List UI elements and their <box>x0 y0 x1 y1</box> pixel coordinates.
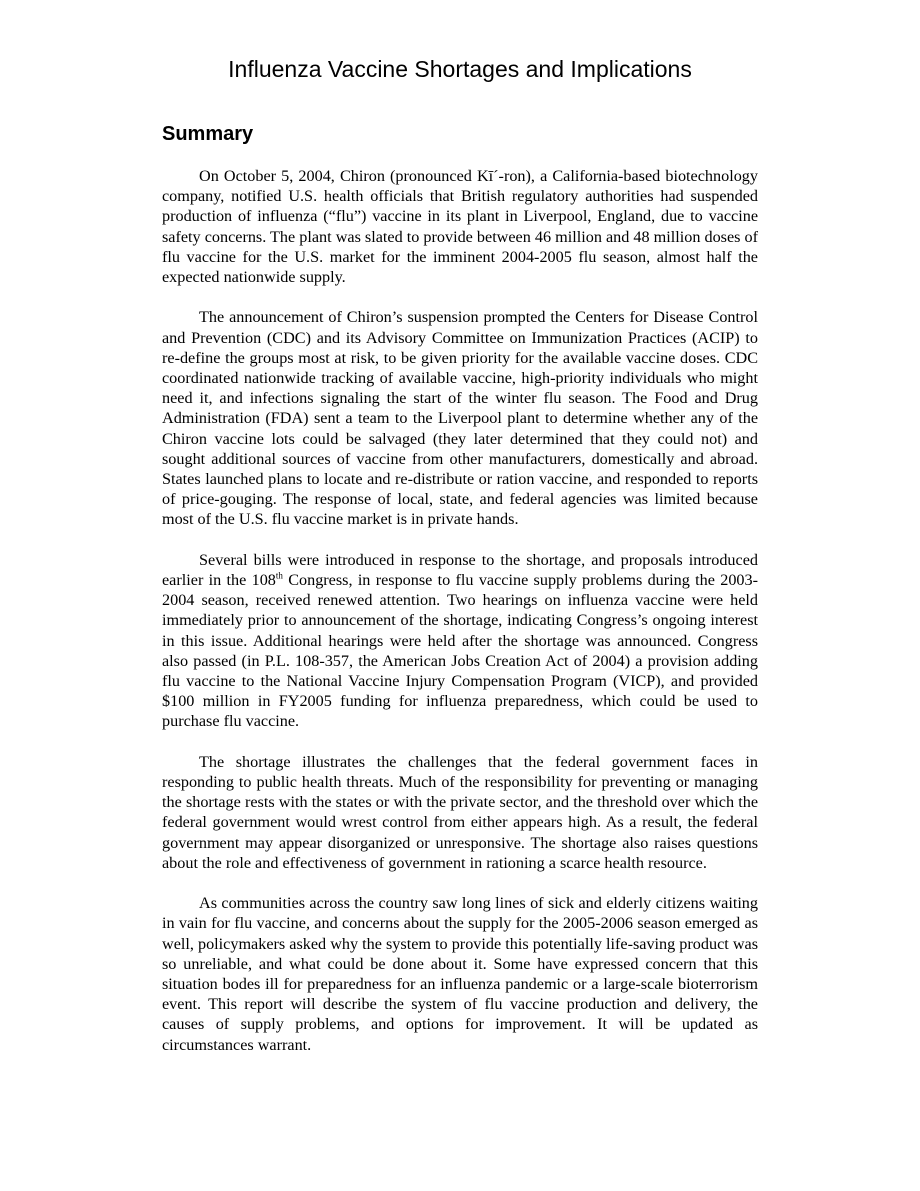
section-heading-summary: Summary <box>162 123 254 145</box>
ordinal-suffix: th <box>275 570 283 581</box>
paragraph-4: The shortage illustrates the challenges that the federal government faces in responding to public health threats. Much of the responsibility for preventing or managing the shortage rests with the states or with the private sector, and the threshold over which the federal government would wrest control from either appears high. As a result, the federal government may appear disorganized or unresponsive. The shortage also raises questions about the role and effectiveness of government in rationing a scarce health resource. <box>162 752 758 872</box>
document-title: Influenza Vaccine Shortages and Implications <box>228 56 692 82</box>
paragraph-2: The announcement of Chiron’s suspension prompted the Centers for Disease Control and Prevention (CDC) and its Advisory Committee on Immunization Practices (ACIP) to re-define the groups most at risk, to be given priority for the available vaccine doses. CDC coordinated nationwide tracking of available vaccine, high-priority individuals who might need it, and infections signaling the start of the winter flu season. The Food and Drug Administration (FDA) sent a team to the Liverpool plant to determine whether any of the Chiron vaccine lots could be salvaged (they later determined that they could not) and sought additional sources of vaccine from other manufacturers, domestically and abroad. States launched plans to locate and re-distribute or ration vaccine, and responded to reports of price-gouging. The response of local, state, and federal agencies was limited because most of the U.S. flu vaccine market is in private hands. <box>162 308 758 529</box>
paragraph-3 <box>162 550 758 732</box>
paragraph-5: As communities across the country saw long lines of sick and elderly citizens waiting in vain for flu vaccine, and concerns about the supply for the 2005-2006 season emerged as well, policymakers asked why the system to provide this potentially life-saving product was so unreliable, and what could be done about it. Some have expressed concern that this situation bodes ill for preparedness for an influenza pandemic or a large-scale bioterrorism event. This report will describe the system of flu vaccine production and delivery, the causes of supply problems, and options for improvement. It will be updated as circumstances warrant. <box>162 894 758 1054</box>
summary-body <box>162 166 758 1055</box>
paragraph-3-text-after: Congress, in response to flu vaccine supply problems during the 2003-2004 season, received renewed attention. Two hearings on influenza vaccine were held immediately prior to announcement of the shortage, indicating Congress’s ongoing interest in this issue. Additional hearings were held after the shortage was announced. Congress also passed (in P.L. 108-357, the American Jobs Creation Act of 2004) a provision adding flu vaccine to the National Vaccine Injury Compensation Program (VICP), and provided $100 million in FY2005 funding for influenza preparedness, which could be used to purchase flu vaccine. <box>162 571 758 731</box>
paragraph-1: On October 5, 2004, Chiron (pronounced Kī´-ron), a California-based biotechnology company, notified U.S. health officials that British regulatory authorities had suspended production of influenza (“flu”) vaccine in its plant in Liverpool, England, due to vaccine safety concerns. The plant was slated to provide between 46 million and 48 million doses of flu vaccine for the U.S. market for the imminent 2004-2005 flu season, almost half the expected nationwide supply. <box>162 167 758 287</box>
paragraph-3-text-before: Several bills were introduced in response to the shortage, and proposals introduced earlier in the 108 <box>162 550 758 590</box>
